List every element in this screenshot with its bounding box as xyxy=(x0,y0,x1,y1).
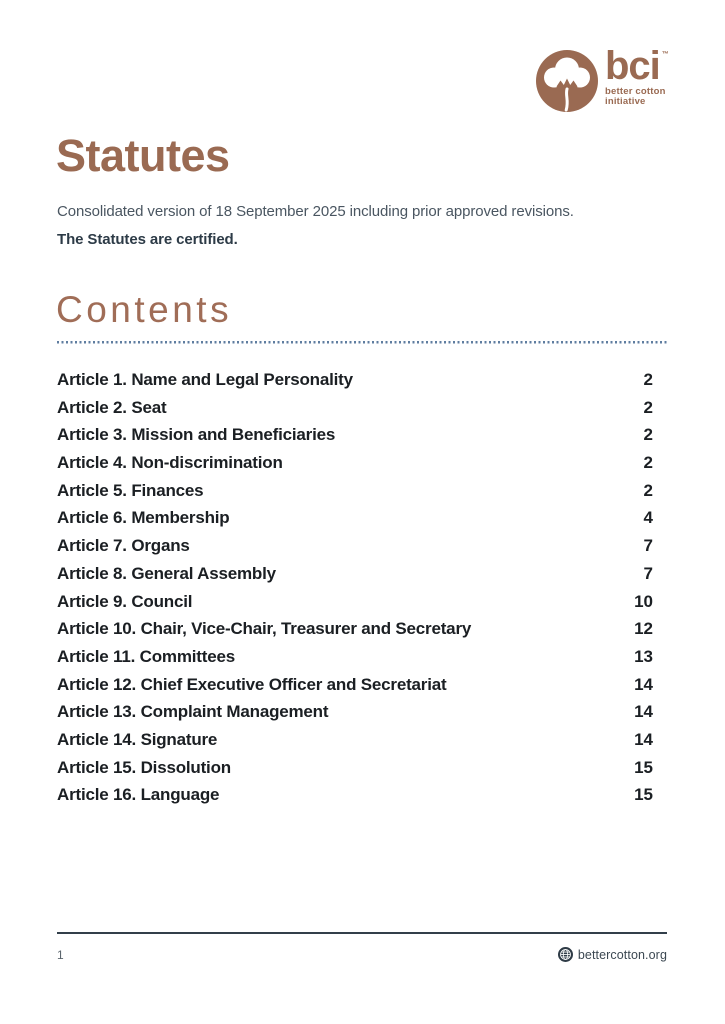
toc-entry-label: Article 9. Council xyxy=(57,591,193,611)
cotton-boll-icon xyxy=(536,50,598,112)
contents-heading: Contents xyxy=(56,289,233,330)
toc-entry[interactable] xyxy=(57,370,653,398)
toc-entry-page: 12 xyxy=(634,619,653,639)
toc-entry[interactable] xyxy=(57,564,653,592)
logo-text xyxy=(605,44,669,108)
toc-entry-page: 2 xyxy=(643,453,653,473)
toc-entry-label: Article 7. Organs xyxy=(57,536,190,556)
toc-entry-label: Article 3. Mission and Beneficiaries xyxy=(57,425,336,445)
toc-entry[interactable] xyxy=(57,508,653,536)
toc-entry[interactable] xyxy=(57,481,653,509)
toc-entry[interactable] xyxy=(57,619,653,647)
toc-entry-label: Article 12. Chief Executive Officer and Secretariat xyxy=(57,674,447,694)
logo-trademark: ™ xyxy=(661,51,669,58)
toc-entry-page: 2 xyxy=(643,370,653,389)
footer-divider xyxy=(57,932,667,934)
toc-entry-label: Article 4. Non-discrimination xyxy=(57,453,283,473)
toc-entry-page: 7 xyxy=(643,536,653,556)
toc-entry[interactable] xyxy=(57,647,653,675)
toc-entry[interactable] xyxy=(57,592,653,620)
toc-entry-page: 2 xyxy=(643,425,653,445)
toc-entry[interactable] xyxy=(57,675,653,703)
toc-entry-page: 13 xyxy=(634,646,653,666)
page-footer xyxy=(57,947,667,962)
page-number: 1 xyxy=(57,947,64,962)
toc-entry[interactable] xyxy=(57,425,653,453)
toc-entry-label: Article 8. General Assembly xyxy=(57,563,276,583)
toc-entry[interactable] xyxy=(57,398,653,426)
toc-entry-label: Article 10. Chair, Vice-Chair, Treasurer and Secretary xyxy=(57,619,472,639)
toc-entry[interactable] xyxy=(57,453,653,481)
toc-entry-page: 2 xyxy=(643,397,653,417)
globe-icon xyxy=(558,947,573,962)
toc-entry-page: 15 xyxy=(634,785,653,805)
logo-tagline: better cotton initiative xyxy=(605,85,666,108)
table-of-contents xyxy=(57,370,653,813)
website-link[interactable] xyxy=(558,947,667,962)
toc-entry-label: Article 2. Seat xyxy=(57,397,167,417)
toc-entry-label: Article 11. Committees xyxy=(57,646,235,666)
page-title: Statutes xyxy=(56,130,230,181)
toc-entry-label: Article 16. Language xyxy=(57,785,220,805)
toc-entry-label: Article 14. Signature xyxy=(57,729,218,749)
toc-entry[interactable] xyxy=(57,730,653,758)
toc-entry-label: Article 13. Complaint Management xyxy=(57,702,329,722)
toc-entry-page: 7 xyxy=(643,563,653,583)
toc-entry[interactable] xyxy=(57,758,653,786)
toc-entry-page: 14 xyxy=(634,729,653,749)
toc-entry-page: 14 xyxy=(634,702,653,722)
toc-entry[interactable] xyxy=(57,536,653,564)
certified-note: The Statutes are certified. xyxy=(57,231,238,248)
toc-entry[interactable] xyxy=(57,785,653,813)
logo-wordmark: bci xyxy=(605,44,660,88)
bci-logo xyxy=(536,44,669,112)
toc-entry-label: Article 1. Name and Legal Personality xyxy=(57,370,353,389)
toc-entry-page: 10 xyxy=(634,591,653,611)
website-label: bettercotton.org xyxy=(577,947,667,962)
toc-entry-label: Article 5. Finances xyxy=(57,480,204,500)
toc-entry-label: Article 15. Dissolution xyxy=(57,757,231,777)
dotted-divider xyxy=(57,341,667,344)
toc-entry[interactable] xyxy=(57,702,653,730)
toc-entry-page: 14 xyxy=(634,674,653,694)
version-subtitle: Consolidated version of 18 September 2025 including prior approved revisions. xyxy=(57,203,574,220)
toc-entry-label: Article 6. Membership xyxy=(57,508,230,528)
toc-entry-page: 15 xyxy=(634,757,653,777)
toc-entry-page: 2 xyxy=(643,480,653,500)
toc-entry-page: 4 xyxy=(643,508,653,528)
